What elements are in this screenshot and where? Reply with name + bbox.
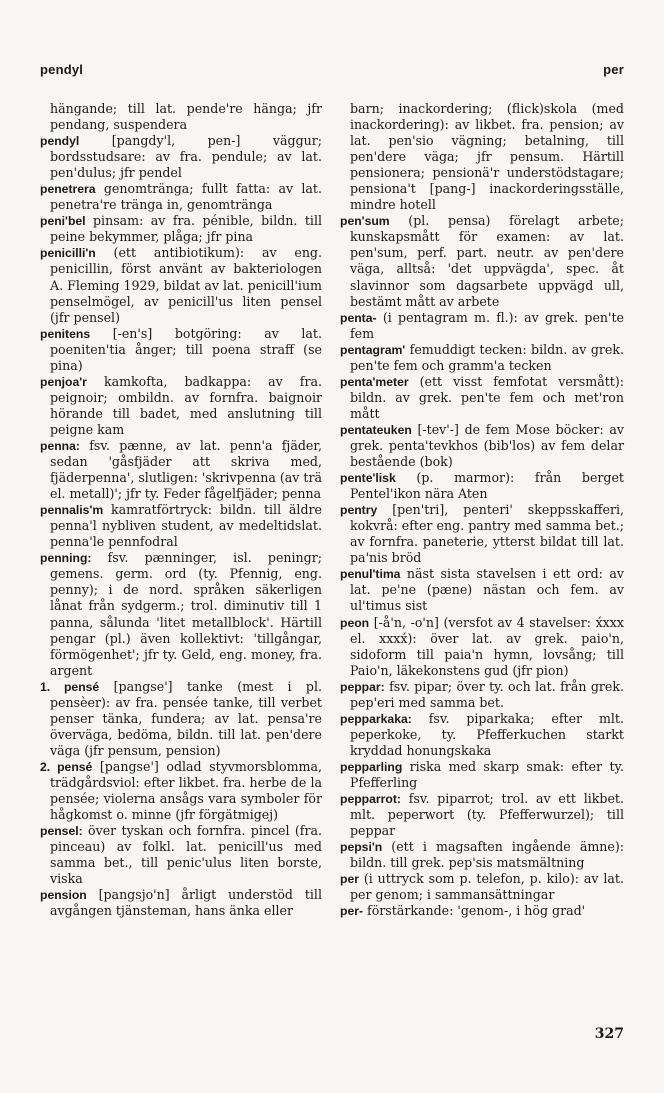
entry-definition: fsv. pænne, av lat. penn'a fjäder, sedan 'gåsfjäder att skriva med, fjäderpenna', slutligen: 'skrivpenna (av trä el. metall)'; jfr ty. Feder fågelfjäder; penna <box>50 437 323 502</box>
dictionary-entry <box>340 615 624 679</box>
dictionary-entry <box>340 310 624 342</box>
entry-definition: [pen'tri], penteri' skeppsskafferi, kokvrå: efter eng. pantry med samma bet.; av fornfra. paneterie, ytterst bildat till lat. pa'nis bröd <box>350 502 624 566</box>
dictionary-entry <box>340 711 624 759</box>
dictionary-entry <box>340 566 624 614</box>
dictionary-entry <box>40 550 322 678</box>
entry-definition: fsv. piparrot; trol. av ett likbet. mlt. peperwort (ty. Pfefferwurzel); till peppar <box>350 791 624 839</box>
entry-definition: [pangse'] tanke (mest i pl. pensèer): av fra. pensée tanke, till verbet penser tänka, fundera; av lat. pensa're överväga, bedöma, bildn. till lat. pen'dere väga (jfr pensum, pension) <box>50 678 322 758</box>
entry-headword: pepparling <box>340 759 403 774</box>
dictionary-entry <box>40 326 322 374</box>
page-number: 327 <box>594 1026 624 1042</box>
dictionary-entry <box>340 422 624 470</box>
entry-definition: fsv. piparkaka; efter mlt. peperkoke, ty. Pfefferkuchen starkt kryddad honungskaka <box>350 710 624 758</box>
entry-headword: pentagram' <box>340 342 406 357</box>
entry-definition: [pangdy'l, pen-] väggur; bordsstudsare: av fra. pendule; av lat. pen'dulus; jfr pendel <box>50 133 322 181</box>
entry-headword: penta'meter <box>340 374 409 389</box>
entry-headword: penetrera <box>40 182 96 197</box>
entry-definition: kamratförtryck: bildn. till äldre penna'l nybliven student, av medeltidslat. penna'le pennfodral <box>50 502 322 550</box>
dictionary-entry <box>340 502 624 566</box>
entry-headword: pentateuken <box>340 422 412 437</box>
dictionary-entry <box>40 823 322 887</box>
dictionary-entry <box>340 903 624 919</box>
entry-headword: pentry <box>340 503 378 518</box>
entry-definition: barn; inackordering; (flick)skola (med inackordering): av likbet. fra. pension; av lat. pen'sio vägning; betalning, till pen'dere väga; jfr pensum. Härtill pensionera; pensionä'r understödstagare; pensiona't [pang-] inackorderingsställe, mindre hotell <box>350 101 624 213</box>
dictionary-entry <box>40 438 322 502</box>
dictionary-entry <box>340 213 624 309</box>
entry-headword: pepparkaka: <box>340 711 412 726</box>
entry-headword: penul'tima <box>340 567 401 582</box>
dictionary-entry <box>40 213 322 245</box>
entry-definition: hängande; till lat. pende're hänga; jfr pendang, suspendera <box>50 101 322 133</box>
dictionary-entry <box>40 374 322 438</box>
entry-definition: förstärkande: 'genom-, i hög grad' <box>363 903 586 919</box>
entry-definition: (ett i magsaften ingående ämne): bildn. till grek. pep'sis matsmältning <box>350 839 624 871</box>
entry-headword: pepsi'n <box>340 840 383 855</box>
dictionary-entry <box>40 502 322 550</box>
entry-headword: per <box>340 872 359 887</box>
entry-definition: kamkofta, badkappa: av fra. peignoir; ombildn. av fornfra. baignoir hörande till badet, med anslutning till peigne kam <box>50 373 322 437</box>
entry-headword: penjoa'r <box>40 374 87 389</box>
entry-headword: penitens <box>40 326 91 341</box>
entry-definition: (pl. pensa) förelagt arbete; kunskapsmått för examen: av lat. pen'sum, perf. part. neutr. av pen'dere väga, alltså: 'det uppvägda', spec. åt slavinnor som dagsarbete uppvägd ull, bestämt mått av arbete <box>350 213 624 309</box>
entry-definition: näst sista stavelsen i ett ord: av lat. pe'ne (pæne) nästan och fem. av ul'timus sist <box>350 566 624 614</box>
entry-definition: fsv. pipar; över ty. och lat. från grek. pep'eri med samma bet. <box>350 678 624 710</box>
dictionary-entry <box>340 679 624 711</box>
entry-definition: (ett antibiotikum): av eng. penicillin, först använt av bakteriologen A. Fleming 1929, bildat av lat. penicill'ium penselmögel, av penicill'us liten pensel (jfr pensel) <box>50 245 322 325</box>
entry-headword: penicilli'n <box>40 246 96 261</box>
entry-headword: peon <box>340 615 370 630</box>
entry-definition: fsv. pænninger, isl. peningr; gemens. germ. ord (ty. Pfennig, eng. penny); i de nord. språken säkerligen lånat från sydgerm.; trol. diminutiv till 1 panna, sålunda 'litet metallblock'. Härtill pengar (pl.) även kollektivt: 'tillgångar, förmögenhet'; jfr ty. Geld, eng. money, fra. argent <box>50 550 322 678</box>
dictionary-entry <box>40 887 322 919</box>
dictionary-entry <box>40 133 322 181</box>
entry-headword: penning: <box>40 551 92 566</box>
entry-definition: (i uttryck som p. telefon, p. kilo): av lat. per genom; i sammansättningar <box>350 871 624 903</box>
entry-definition: (ett visst femfotat versmått): bildn. av grek. pen'te fem och met'ron mått <box>350 373 624 421</box>
dictionary-entry <box>40 101 322 133</box>
entry-headword: peni'bel <box>40 214 86 229</box>
dictionary-entry <box>340 791 624 839</box>
entry-headword: pension <box>40 888 87 903</box>
entry-headword: penna: <box>40 438 80 453</box>
entry-definition: [-å'n, -o'n] (versfot av 4 stavelser: x́xxx el. xxxx́): över lat. av grek. paio'n, sidoform till paia'n hymn, lovsång; till Paio'n, läkekonstens gud (jfr pion) <box>350 614 624 678</box>
dictionary-entry <box>340 374 624 422</box>
entry-headword: 1. pensé <box>40 679 100 694</box>
entry-definition: [-en's] botgöring: av lat. poeniten'tia ånger; till poena straff (se pina) <box>50 325 322 373</box>
guide-word-left: pendyl <box>40 62 84 77</box>
entry-definition: genomtränga; fullt fatta: av lat. penetra're tränga in, genomtränga <box>50 181 322 213</box>
entry-definition: femuddigt tecken: bildn. av grek. pen'te fem och gramm'a tecken <box>350 341 624 373</box>
dictionary-entry <box>40 181 322 213</box>
dictionary-entry <box>40 679 322 759</box>
right-column <box>340 101 624 919</box>
dictionary-entry <box>340 839 624 871</box>
entry-headword: pensel: <box>40 824 83 839</box>
entry-headword: pente'lisk <box>340 471 396 486</box>
entry-definition: pinsam: av fra. pénible, bildn. till peine bekymmer, plåga; jfr pina <box>50 213 322 245</box>
dictionary-entry <box>340 759 624 791</box>
dictionary-entry <box>40 759 322 823</box>
entry-definition: över tyskan och fornfra. pincel (fra. pinceau) av folkl. lat. penicill'us med samma bet., till penic'ulus liten borste, viska <box>50 823 322 887</box>
entry-definition: (p. marmor): från berget Pentel'ikon nära Aten <box>350 470 624 502</box>
entry-definition: (i pentagram m. fl.): av grek. pen'te fem <box>350 309 624 341</box>
entry-headword: penta- <box>340 310 377 325</box>
guide-word-right: per <box>603 62 624 77</box>
left-column <box>40 101 322 919</box>
entry-headword: peppar: <box>340 679 385 694</box>
entry-headword: pendyl <box>40 134 80 149</box>
entry-definition: [pangse'] odlad styvmorsblomma, trädgårdsviol: efter likbet. fra. herbe de la pensée; violerna ansågs vara symboler för hågkomst o. minne (jfr förgätmigej) <box>50 758 322 823</box>
entry-definition: [-tev'-] de fem Mose böcker: av grek. penta'tevkhos (bib'los) av fem delar bestående (bok) <box>350 421 624 470</box>
entry-definition: riska med skarp smak: efter ty. Pfefferling <box>350 758 624 790</box>
dictionary-entry <box>40 245 322 325</box>
entry-definition: [pangsjo'n] årligt understöd till avgången tjänsteman, hans änka eller <box>50 887 322 919</box>
page-header <box>40 62 624 80</box>
dictionary-entry <box>340 342 624 374</box>
entry-headword: pennalis'm <box>40 503 104 518</box>
dictionary-entry <box>340 470 624 502</box>
entry-headword: pepparrot: <box>340 792 401 807</box>
entry-headword: 2. pensé <box>40 759 93 774</box>
entry-headword: per- <box>340 904 364 919</box>
dictionary-entry <box>340 871 624 903</box>
dictionary-entry <box>340 101 624 213</box>
entry-headword: pen'sum <box>340 214 390 229</box>
